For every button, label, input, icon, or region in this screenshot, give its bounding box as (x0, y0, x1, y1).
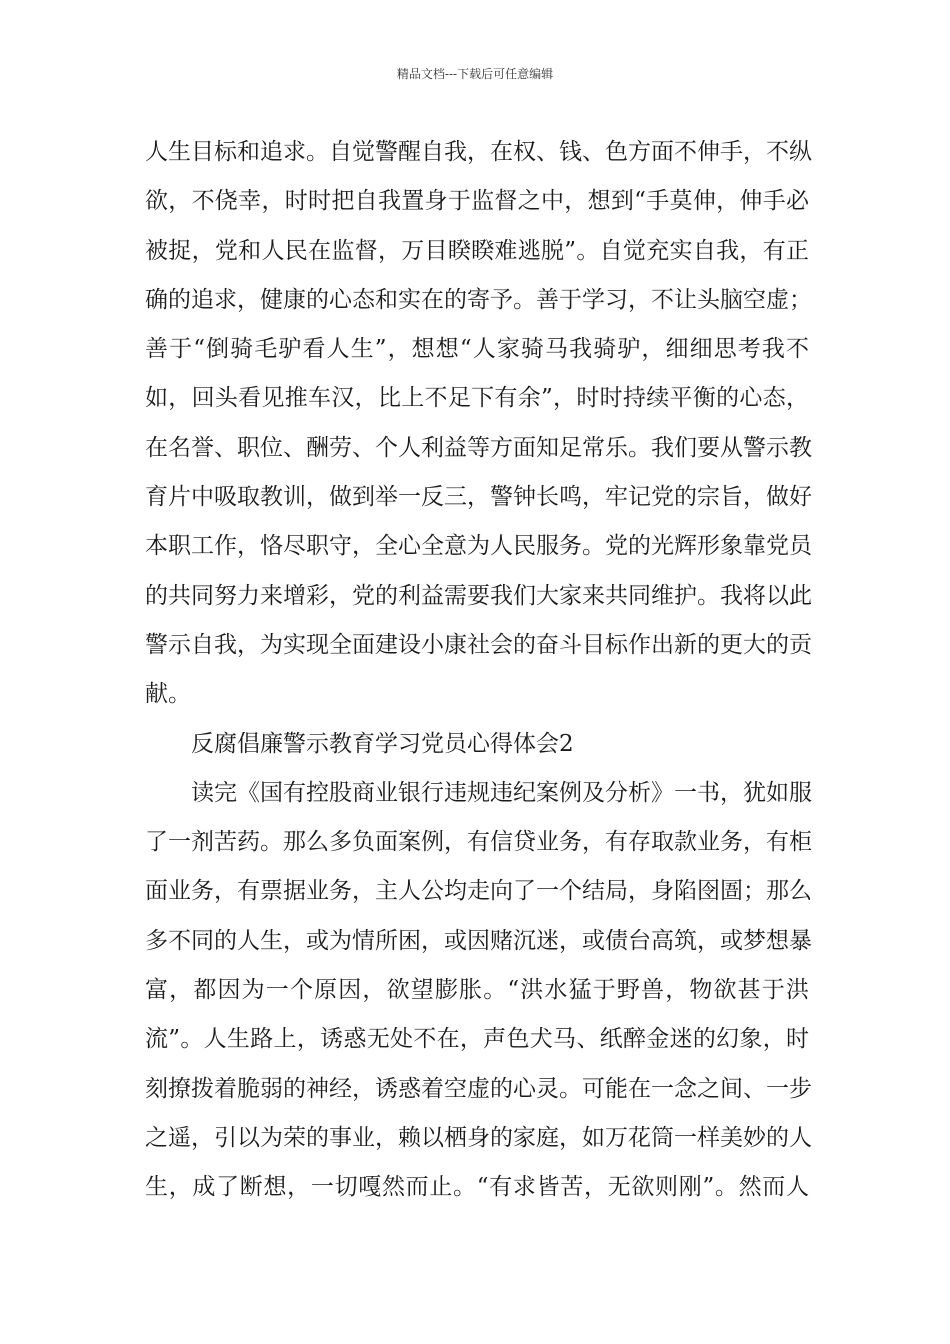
text-line: 多不同的人生，或为情所困，或因赌沉迷，或债台高筑，或梦想暴 (145, 927, 812, 954)
text-line: 本职工作，恪尽职守，全心全意为人民服务。党的光辉形象靠党员 (145, 533, 812, 560)
text-line: 如，回头看见推车汉，比上不足下有余”，时时持续平衡的心态， (145, 385, 809, 412)
text-line: 警示自我，为实现全面建设小康社会的奋斗目标作出新的更大的贡 (145, 631, 812, 658)
text-line: 面业务，有票据业务，主人公均走向了一个结局，身陷囹圄；那么 (145, 878, 812, 905)
section-heading (145, 720, 809, 769)
text-line: 育片中吸取教训，做到举一反三，警钟长鸣，牢记党的宗旨，做好 (145, 484, 812, 511)
text-line: 读完《国有控股商业银行违规违纪案例及分析》一书，犹如服 (191, 779, 812, 806)
text-line: 欲，不侥幸，时时把自我置身于监督之中，想到“手莫伸，伸手必 (145, 188, 809, 215)
paragraph (145, 769, 812, 1213)
page-header: 精品文档---下载后可任意编辑 (396, 67, 554, 81)
body-text (145, 128, 812, 1213)
text-line: 善于“倒骑毛驴看人生”，想想“人家骑马我骑驴，细细思考我不 (145, 336, 809, 363)
text-line: 的共同努力来增彩，党的利益需要我们大家来共同维护。我将以此 (145, 582, 812, 609)
text-line: 刻撩拨着脆弱的神经，诱惑着空虚的心灵。可能在一念之间、一步 (145, 1075, 812, 1102)
text-line: 被捉，党和人民在监督，万目睽睽难逃脱”。自觉充实自我，有正 (145, 237, 809, 264)
text-line: 在名誉、职位、酬劳、个人利益等方面知足常乐。我们要从警示教 (145, 434, 812, 461)
text-line: 献。 (145, 681, 191, 708)
text-line: 富，都因为一个原因，欲望膨胀。“洪水猛于野兽，物欲甚于洪 (145, 977, 809, 1004)
text-line: 确的追求，健康的心态和实在的寄予。善于学习，不让头脑空虚； (145, 286, 812, 313)
text-line: 之遥，引以为荣的事业，赖以栖身的家庭，如万花筒一样美妙的人 (145, 1124, 812, 1151)
text-line: 了一剂苦药。那么多负面案例，有信贷业务，有存取款业务，有柜 (145, 829, 812, 856)
text-line: 生，成了断想，一切嘎然而止。“有求皆苦，无欲则刚”。然而人 (145, 1174, 809, 1201)
text-line: 人生目标和追求。自觉警醒自我，在权、钱、色方面不伸手，不纵 (145, 139, 812, 165)
paragraph (145, 128, 812, 720)
text-line: 流”。人生路上，诱惑无处不在，声色犬马、纸醉金迷的幻象，时 (145, 1026, 809, 1053)
heading-line: 反腐倡廉警示教育学习党员心得体会2 (191, 730, 574, 757)
